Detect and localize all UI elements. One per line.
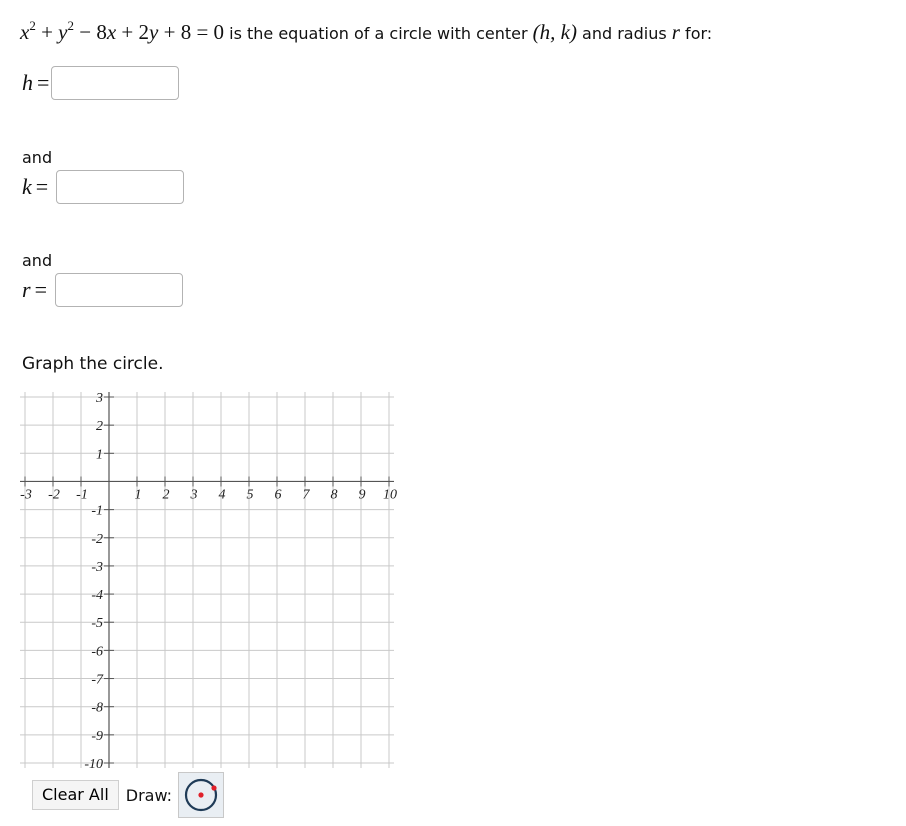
k-label: k (22, 174, 32, 199)
x-tick-label: 3 (190, 487, 198, 503)
y-tick-label: 2 (96, 419, 103, 435)
y-tick-label: -6 (91, 644, 103, 660)
center-notation: (h, k) (532, 20, 577, 44)
equation: $x^2 + y^2 - 8x + 2y + 8 = 0$ (20, 18, 225, 44)
h-row (22, 66, 179, 100)
y-tick-label: -1 (91, 503, 103, 519)
x-tick-label: -1 (76, 487, 88, 503)
x-tick-label: 7 (302, 487, 310, 503)
x-tick-label: 10 (383, 487, 397, 503)
x-tick-label: 6 (274, 487, 282, 503)
x-tick-label: -3 (20, 487, 32, 503)
y-tick-label: -8 (91, 700, 103, 716)
and-text: and (22, 251, 53, 270)
graph-toolbar (32, 772, 224, 818)
x-tick-label: 5 (246, 487, 254, 503)
x-tick-label: 4 (218, 487, 226, 503)
y-tick-label: 1 (96, 447, 103, 463)
y-tick-label: -4 (91, 588, 103, 604)
y-tick-label: -3 (91, 559, 103, 575)
question-text-radius: and radius (576, 24, 672, 43)
y-tick-label: -9 (91, 728, 103, 744)
question-text-end: for: (679, 24, 713, 43)
h-input[interactable] (51, 66, 179, 100)
draw-label: Draw: (125, 785, 173, 805)
k-row (22, 170, 184, 204)
clear-all-button[interactable]: Clear All (32, 780, 119, 810)
h-label: h (22, 70, 33, 95)
x-tick-label: 2 (162, 487, 170, 503)
question-text-mid: is the equation of a circle with center (224, 24, 533, 43)
k-input[interactable] (56, 170, 184, 204)
r-row (22, 273, 183, 307)
x-tick-label: 9 (358, 487, 366, 503)
r-input[interactable] (55, 273, 183, 307)
r-label: r (22, 277, 31, 302)
h-equals: = (37, 70, 50, 95)
graph-canvas[interactable] (20, 391, 397, 772)
and-text: and (22, 148, 53, 167)
y-tick-label: -10 (84, 757, 103, 772)
radius-symbol: r (671, 20, 680, 44)
graph-prompt: Graph the circle. (22, 354, 164, 374)
y-tick-label: -2 (91, 531, 103, 547)
x-tick-label: -2 (48, 487, 60, 503)
r-equals: = (34, 277, 47, 302)
y-tick-label: -5 (91, 616, 103, 632)
y-tick-label: 3 (96, 391, 103, 406)
x-tick-label: 1 (134, 487, 142, 503)
circle-draw-tool-button[interactable] (178, 772, 224, 818)
question-text (20, 18, 712, 45)
k-equals: = (35, 174, 49, 199)
y-tick-label: -7 (91, 672, 103, 688)
circle-tool-icon (182, 776, 220, 814)
x-tick-label: 8 (330, 487, 338, 503)
